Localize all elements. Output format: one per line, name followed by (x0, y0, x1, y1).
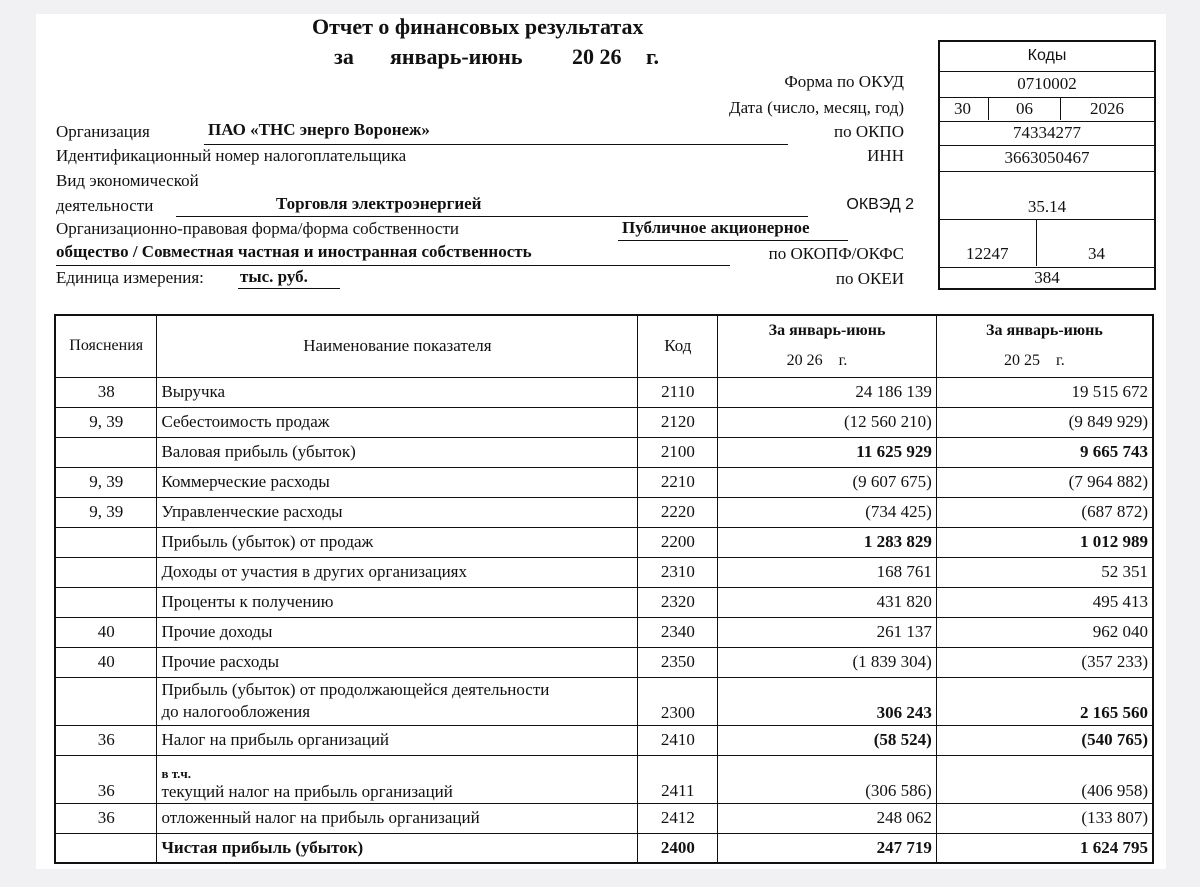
cell-code: 2120 (638, 407, 718, 437)
cell-code: 2310 (638, 557, 718, 587)
table-header-row (55, 315, 1153, 377)
cell-code: 2400 (638, 833, 718, 863)
code-okfs: 34 (1088, 244, 1105, 263)
cell-code: 2220 (638, 497, 718, 527)
okopf-label: по ОКОПФ/ОКФС (768, 244, 904, 263)
table-row (55, 407, 1153, 437)
cell-code: 2340 (638, 617, 718, 647)
cell-current: 261 137 (718, 617, 937, 647)
cell-previous: 495 413 (936, 587, 1153, 617)
org-underline (204, 144, 788, 145)
header-code: Код (638, 315, 718, 377)
cell-previous: 962 040 (936, 617, 1153, 647)
header-name: Наименование показателя (157, 315, 638, 377)
title-period: январь-июнь (390, 44, 523, 69)
cell-name: Себестоимость продаж (157, 407, 638, 437)
header-notes: Пояснения (55, 315, 157, 377)
inn-label: ИНН (867, 146, 904, 165)
cell-name: Валовая прибыль (убыток) (157, 437, 638, 467)
cell-current: 248 062 (718, 803, 937, 833)
cell-name: Управленческие расходы (157, 497, 638, 527)
cell-current: 306 243 (718, 677, 937, 725)
cell-note (55, 557, 157, 587)
code-date-row (940, 98, 1154, 122)
report-title: Отчет о финансовых результатах (312, 14, 644, 39)
cell-note: 9, 39 (55, 497, 157, 527)
cell-name: Доходы от участия в других организациях (157, 557, 638, 587)
header-current-period-line1: За январь-июнь (768, 322, 886, 340)
cell-code: 2100 (638, 437, 718, 467)
cell-code: 2350 (638, 647, 718, 677)
cell-previous: (540 765) (936, 725, 1153, 755)
cell-name: Выручка (157, 377, 638, 407)
cell-current: (1 839 304) (718, 647, 937, 677)
cell-name: Прибыль (убыток) от продаж (157, 527, 638, 557)
cell-previous: 1 012 989 (936, 527, 1153, 557)
cell-current: 1 283 829 (718, 527, 937, 557)
cell-note (55, 587, 157, 617)
cell-code: 2200 (638, 527, 718, 557)
legal-form-value-2: общество / Совместная частная и иностранная собственность (56, 242, 532, 261)
table-row (55, 467, 1153, 497)
header-current-period (718, 315, 937, 377)
cell-previous: 19 515 672 (936, 377, 1153, 407)
cell-code: 2410 (638, 725, 718, 755)
table-row (55, 647, 1153, 677)
cell-note: 9, 39 (55, 407, 157, 437)
cell-current: 168 761 (718, 557, 937, 587)
table-row (55, 755, 1153, 803)
legal-form-underline-1 (618, 240, 848, 241)
cell-previous: (7 964 882) (936, 467, 1153, 497)
table-row (55, 377, 1153, 407)
unit-underline (238, 288, 340, 289)
org-label: Организация (56, 122, 150, 141)
cell-previous: (406 958) (936, 755, 1153, 803)
cell-name-line2: текущий налог на прибыль организаций (161, 781, 453, 801)
cell-current: 24 186 139 (718, 377, 937, 407)
table-row (55, 497, 1153, 527)
financial-results-table (54, 314, 1154, 864)
cell-code: 2210 (638, 467, 718, 497)
okopf-divider (1036, 220, 1038, 266)
table-row (55, 557, 1153, 587)
cell-code: 2320 (638, 587, 718, 617)
cell-name (157, 677, 638, 725)
activity-value: Торговля электроэнергией (276, 194, 482, 213)
cell-previous: 52 351 (936, 557, 1153, 587)
table-row (55, 677, 1153, 725)
cell-note: 40 (55, 617, 157, 647)
legal-form-underline-2 (56, 265, 730, 266)
cell-note: 36 (55, 803, 157, 833)
cell-current: 11 625 929 (718, 437, 937, 467)
cell-note: 38 (55, 377, 157, 407)
header-previous-period (936, 315, 1153, 377)
code-year: 2026 (1090, 99, 1124, 118)
table-row (55, 527, 1153, 557)
cell-name: Прочие доходы (157, 617, 638, 647)
report-page (36, 14, 1166, 869)
table-row (55, 725, 1153, 755)
cell-current: (9 607 675) (718, 467, 937, 497)
table-row (55, 587, 1153, 617)
cell-current: (58 524) (718, 725, 937, 755)
cell-previous: 2 165 560 (936, 677, 1153, 725)
cell-current: (306 586) (718, 755, 937, 803)
date-divider-1 (988, 98, 990, 120)
cell-note: 36 (55, 725, 157, 755)
cell-current: (734 425) (718, 497, 937, 527)
okpo-label: по ОКПО (833, 122, 904, 141)
header-current-period-line2: 20 26 г. (786, 352, 848, 370)
cell-previous: 9 665 743 (936, 437, 1153, 467)
header-previous-period-line2: 20 25 г. (1004, 352, 1065, 370)
cell-current: (12 560 210) (718, 407, 937, 437)
cell-note: 9, 39 (55, 467, 157, 497)
inn-description: Идентификационный номер налогоплательщика (56, 146, 407, 165)
cell-code: 2411 (638, 755, 718, 803)
legal-form-value-1: Публичное акционерное (622, 218, 810, 237)
header-previous-period-line1: За январь-июнь (986, 322, 1103, 340)
cell-note (55, 527, 157, 557)
okud-label: Форма по ОКУД (784, 72, 904, 91)
activity-label-1: Вид экономической (56, 171, 199, 190)
code-okopf: 12247 (966, 244, 1009, 263)
cell-previous: (9 849 929) (936, 407, 1153, 437)
date-label: Дата (число, месяц, год) (728, 98, 904, 117)
table-row (55, 803, 1153, 833)
title-g: г. (646, 44, 660, 69)
date-divider-2 (1060, 98, 1062, 120)
cell-note: 40 (55, 647, 157, 677)
okved-label: ОКВЭД 2 (846, 196, 914, 213)
cell-name-line2: до налогообложения (161, 701, 311, 721)
cell-current: 247 719 (718, 833, 937, 863)
code-month: 06 (1016, 99, 1033, 118)
cell-name: Прочие расходы (157, 647, 638, 677)
code-okopf-row (940, 220, 1154, 268)
cell-note (55, 833, 157, 863)
code-okpo: 74334277 (940, 122, 1154, 146)
code-okved: 35.14 (940, 172, 1154, 220)
unit-value: тыс. руб. (240, 267, 308, 286)
table-row (55, 437, 1153, 467)
code-okei: 384 (1034, 268, 1060, 287)
cell-name-line1: в т.ч. (161, 765, 191, 781)
code-day: 30 (954, 99, 971, 118)
codes-box (938, 40, 1156, 290)
cell-previous: (687 872) (936, 497, 1153, 527)
cell-name: отложенный налог на прибыль организаций (157, 803, 638, 833)
cell-name: Коммерческие расходы (157, 467, 638, 497)
cell-name: Чистая прибыль (убыток) (157, 833, 638, 863)
title-year: 20 26 (572, 44, 622, 69)
cell-name: Налог на прибыль организаций (157, 725, 638, 755)
code-okud: 0710002 (940, 72, 1154, 98)
cell-note (55, 437, 157, 467)
org-value: ПАО «ТНС энерго Воронеж» (208, 120, 430, 139)
table-row (55, 833, 1153, 863)
cell-previous: 1 624 795 (936, 833, 1153, 863)
table-row (55, 617, 1153, 647)
cell-name-line1: Прибыль (убыток) от продолжающейся деятельности (161, 679, 550, 699)
cell-name: Проценты к получению (157, 587, 638, 617)
cell-code: 2110 (638, 377, 718, 407)
okei-label: по ОКЕИ (835, 269, 904, 288)
codes-header: Коды (940, 42, 1154, 72)
activity-label-2: деятельности (56, 196, 154, 215)
legal-form-label: Организационно-правовая форма/форма собственности (56, 219, 459, 238)
cell-note (55, 677, 157, 725)
cell-code: 2300 (638, 677, 718, 725)
table-body (55, 377, 1153, 863)
unit-label: Единица измерения: (56, 268, 204, 287)
activity-underline (176, 216, 808, 217)
cell-previous: (133 807) (936, 803, 1153, 833)
code-inn: 3663050467 (940, 146, 1154, 172)
title-za: за (334, 44, 354, 69)
cell-note: 36 (55, 755, 157, 803)
cell-previous: (357 233) (936, 647, 1153, 677)
cell-code: 2412 (638, 803, 718, 833)
cell-current: 431 820 (718, 587, 937, 617)
cell-name (157, 755, 638, 803)
